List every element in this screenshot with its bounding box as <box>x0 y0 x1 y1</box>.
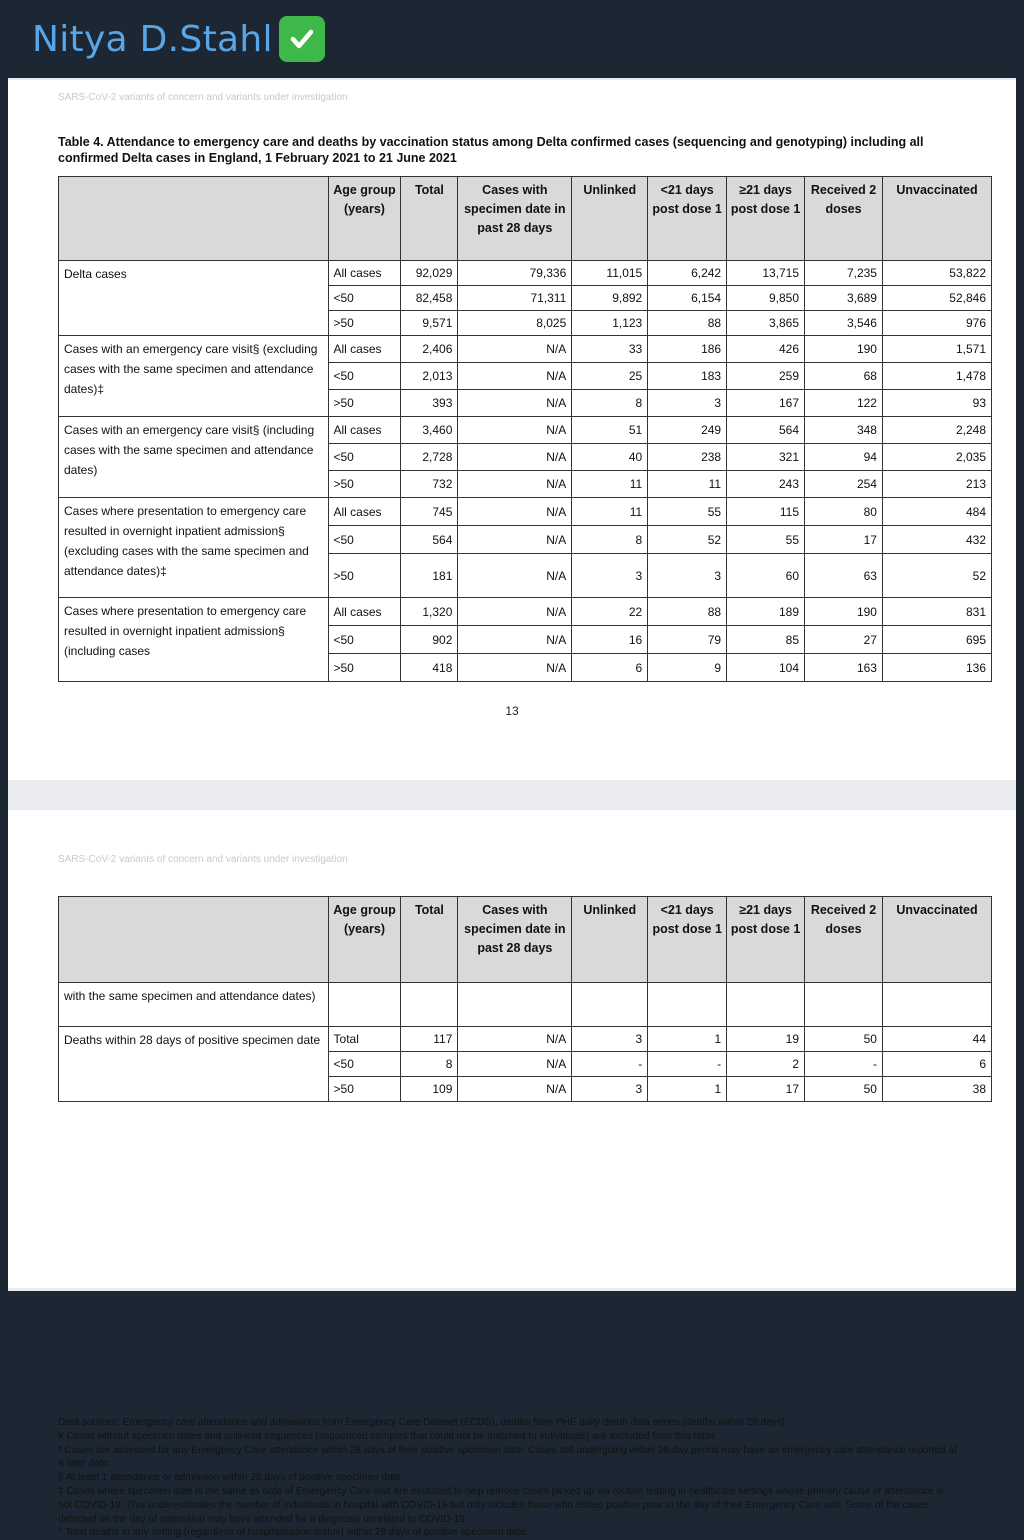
value-cell: N/A <box>458 1027 572 1052</box>
age-group-cell: Total <box>328 1027 401 1052</box>
value-cell: 3 <box>648 390 727 417</box>
value-cell: 189 <box>727 598 805 626</box>
value-cell: 3 <box>648 554 727 598</box>
account-name: Nitya D.Stahl <box>32 18 273 60</box>
header-age-group: Age group (years) <box>328 897 401 983</box>
header-unlinked: Unlinked <box>572 177 648 261</box>
value-cell: 52 <box>648 526 727 554</box>
age-group-cell: >50 <box>328 471 401 498</box>
value-cell: N/A <box>458 471 572 498</box>
value-cell: 831 <box>882 598 991 626</box>
header-lt21-days: <21 days post dose 1 <box>648 177 727 261</box>
value-cell: 183 <box>648 363 727 390</box>
value-cell: 53,822 <box>882 261 991 286</box>
table-row <box>59 1027 992 1052</box>
value-cell: 40 <box>572 444 648 471</box>
value-cell: 213 <box>882 471 991 498</box>
value-cell: 564 <box>727 417 805 444</box>
value-cell: 63 <box>805 554 883 598</box>
value-cell: 109 <box>401 1077 458 1102</box>
value-cell: N/A <box>458 1052 572 1077</box>
value-cell: N/A <box>458 390 572 417</box>
value-cell: 94 <box>805 444 883 471</box>
document-page-14 <box>8 810 1016 1539</box>
value-cell: 3,865 <box>727 311 805 336</box>
value-cell: 1,320 <box>401 598 458 626</box>
value-cell: N/A <box>458 336 572 363</box>
value-cell: N/A <box>458 1077 572 1102</box>
value-cell: 2 <box>727 1052 805 1077</box>
value-cell: 60 <box>727 554 805 598</box>
header-lt21-days: <21 days post dose 1 <box>648 897 727 983</box>
value-cell: 190 <box>805 598 883 626</box>
value-cell: 33 <box>572 336 648 363</box>
age-group-cell: <50 <box>328 1052 401 1077</box>
value-cell: 55 <box>648 498 727 526</box>
value-cell: N/A <box>458 417 572 444</box>
value-cell: 11 <box>648 471 727 498</box>
value-cell: 393 <box>401 390 458 417</box>
header-age-group: Age group (years) <box>328 177 401 261</box>
age-group-cell: <50 <box>328 363 401 390</box>
header-unvaccinated: Unvaccinated <box>882 897 991 983</box>
value-cell: 19 <box>727 1027 805 1052</box>
value-cell: 2,035 <box>882 444 991 471</box>
value-cell: 238 <box>648 444 727 471</box>
value-cell: 9,571 <box>401 311 458 336</box>
value-cell: 17 <box>805 526 883 554</box>
value-cell: 1 <box>648 1077 727 1102</box>
age-group-cell: <50 <box>328 626 401 654</box>
value-cell: 190 <box>805 336 883 363</box>
value-cell: 8,025 <box>458 311 572 336</box>
value-cell: 9,850 <box>727 286 805 311</box>
value-cell: 79,336 <box>458 261 572 286</box>
age-group-cell: >50 <box>328 654 401 682</box>
value-cell: 2,013 <box>401 363 458 390</box>
value-cell: 1 <box>648 1027 727 1052</box>
row-label: Cases where presentation to emergency care resulted in overnight inpatient admission§ (excluding cases with the same specimen and attendance dates)‡ <box>59 498 329 598</box>
value-cell: N/A <box>458 526 572 554</box>
value-cell: 85 <box>727 626 805 654</box>
age-group-cell: All cases <box>328 336 401 363</box>
value-cell: 243 <box>727 471 805 498</box>
value-cell: 2,728 <box>401 444 458 471</box>
header-unvaccinated: Unvaccinated <box>882 177 991 261</box>
age-group-cell: All cases <box>328 417 401 444</box>
age-group-cell: >50 <box>328 554 401 598</box>
value-cell: 71,311 <box>458 286 572 311</box>
value-cell: - <box>805 1052 883 1077</box>
footnote: ‡ Cases where specimen date is the same as date of Emergency Care visit are excluded to help remove cases picked up via routine testing in healthcare settings whose primary cause of attendance is not COVID-19. This underestimates the number of individuals in hospital with COVID-19 but only includes those who tested positive prior to the day of their Emergency Care visit. Some of the cases detected on the day of admission may have attended for a diagnosis unrelated to COVID-19. <box>58 1485 944 1525</box>
value-cell: 418 <box>401 654 458 682</box>
value-cell: 484 <box>882 498 991 526</box>
value-cell: 55 <box>727 526 805 554</box>
value-cell: N/A <box>458 498 572 526</box>
row-label: with the same specimen and attendance dates) <box>59 983 329 1027</box>
footnote: ¥ Cases without specimen dates and unlinked sequences (sequenced samples that could not be matched to individuals) are excluded from this table. <box>58 1430 718 1442</box>
footnotes <box>58 1416 958 1540</box>
value-cell: 22 <box>572 598 648 626</box>
value-cell: 11 <box>572 498 648 526</box>
table-row <box>59 498 992 526</box>
age-group-cell: <50 <box>328 444 401 471</box>
value-cell: 186 <box>648 336 727 363</box>
value-cell: 27 <box>805 626 883 654</box>
header-cases-28-days: Cases with specimen date in past 28 days <box>458 897 572 983</box>
value-cell: 8 <box>572 526 648 554</box>
value-cell: 52,846 <box>882 286 991 311</box>
age-group-cell: >50 <box>328 1077 401 1102</box>
header-ge21-days: ≥21 days post dose 1 <box>727 177 805 261</box>
table-row <box>59 261 992 286</box>
header-received-2-doses: Received 2 doses <box>805 897 883 983</box>
value-cell: 432 <box>882 526 991 554</box>
value-cell: 7,235 <box>805 261 883 286</box>
table-row <box>59 417 992 444</box>
row-label: Delta cases <box>59 261 329 336</box>
check-mark-icon <box>279 16 325 62</box>
value-cell: 348 <box>805 417 883 444</box>
value-cell: 426 <box>727 336 805 363</box>
row-label: Cases where presentation to emergency care resulted in overnight inpatient admission§ (including cases <box>59 598 329 682</box>
page-number: 13 <box>505 704 519 718</box>
value-cell: 695 <box>882 626 991 654</box>
value-cell: 3 <box>572 1027 648 1052</box>
value-cell: 181 <box>401 554 458 598</box>
header-received-2-doses: Received 2 doses <box>805 177 883 261</box>
footnote: § At least 1 attendance or admission within 28 days of positive specimen date <box>58 1472 401 1484</box>
value-cell: N/A <box>458 654 572 682</box>
value-cell: 88 <box>648 598 727 626</box>
value-cell: 88 <box>648 311 727 336</box>
footnote: Data sources: Emergency care attendance and admissions from Emergency Care Dataset (ECDS), deaths from PHE daily death data series (deaths within 28 days) <box>58 1417 786 1428</box>
value-cell: 3 <box>572 1077 648 1102</box>
value-cell: 976 <box>882 311 991 336</box>
age-group-cell: All cases <box>328 598 401 626</box>
value-cell: 11 <box>572 471 648 498</box>
value-cell: 50 <box>805 1077 883 1102</box>
row-label: Cases with an emergency care visit§ (including cases with the same specimen and attendance dates) <box>59 417 329 498</box>
footnote: ^ Total deaths in any setting (regardless of hospitalisation status) within 28 days of positive specimen date. <box>58 1527 529 1539</box>
table-header-row <box>59 897 992 983</box>
value-cell: 136 <box>882 654 991 682</box>
value-cell: N/A <box>458 598 572 626</box>
value-cell: 79 <box>648 626 727 654</box>
value-cell: 44 <box>882 1027 991 1052</box>
age-group-cell: <50 <box>328 286 401 311</box>
value-cell: 92,029 <box>401 261 458 286</box>
value-cell: 117 <box>401 1027 458 1052</box>
table-caption: Table 4. Attendance to emergency care and deaths by vaccination status among Delta confirmed cases (sequencing and genotyping) including all confirmed Delta cases in England, 1 February 2021 to 21 June 2021 <box>58 135 924 165</box>
value-cell: 104 <box>727 654 805 682</box>
value-cell: 745 <box>401 498 458 526</box>
running-head: SARS-CoV-2 variants of concern and variants under investigation <box>58 92 348 103</box>
document-page-13 <box>8 80 1016 780</box>
table-row <box>59 336 992 363</box>
value-cell: 1,478 <box>882 363 991 390</box>
attendance-table <box>58 176 992 682</box>
value-cell: 8 <box>572 390 648 417</box>
header-unlinked: Unlinked <box>572 897 648 983</box>
value-cell: 17 <box>727 1077 805 1102</box>
value-cell: 13,715 <box>727 261 805 286</box>
value-cell: 3,546 <box>805 311 883 336</box>
value-cell: 122 <box>805 390 883 417</box>
header-cases-28-days: Cases with specimen date in past 28 days <box>458 177 572 261</box>
value-cell: 249 <box>648 417 727 444</box>
value-cell: 25 <box>572 363 648 390</box>
value-cell: 8 <box>401 1052 458 1077</box>
value-cell: 3 <box>572 554 648 598</box>
value-cell: N/A <box>458 554 572 598</box>
age-group-cell: All cases <box>328 261 401 286</box>
value-cell: - <box>648 1052 727 1077</box>
value-cell: 6,154 <box>648 286 727 311</box>
value-cell: 115 <box>727 498 805 526</box>
footnote: * Cases are assessed for any Emergency Care attendance within 28 days of their positive specimen date. Cases still undergoing within 28-day period may have an emergency care attendance reported at a later date. <box>58 1444 957 1470</box>
age-group-cell: >50 <box>328 311 401 336</box>
value-cell: 259 <box>727 363 805 390</box>
value-cell: 9 <box>648 654 727 682</box>
header-total: Total <box>401 897 458 983</box>
title-bar <box>0 0 1024 78</box>
value-cell: 80 <box>805 498 883 526</box>
value-cell: 6 <box>572 654 648 682</box>
value-cell: 3,689 <box>805 286 883 311</box>
running-head: SARS-CoV-2 variants of concern and variants under investigation <box>58 854 348 865</box>
value-cell: 2,406 <box>401 336 458 363</box>
table-row <box>59 598 992 626</box>
value-cell: 902 <box>401 626 458 654</box>
value-cell: 254 <box>805 471 883 498</box>
value-cell: 93 <box>882 390 991 417</box>
value-cell: 38 <box>882 1077 991 1102</box>
value-cell: N/A <box>458 363 572 390</box>
header-total: Total <box>401 177 458 261</box>
header-blank <box>59 897 329 983</box>
value-cell: 6,242 <box>648 261 727 286</box>
value-cell: 732 <box>401 471 458 498</box>
value-cell: 9,892 <box>572 286 648 311</box>
row-label: Deaths within 28 days of positive specimen date <box>59 1027 329 1102</box>
table-header-row <box>59 177 992 261</box>
value-cell: 16 <box>572 626 648 654</box>
value-cell: 3,460 <box>401 417 458 444</box>
header-ge21-days: ≥21 days post dose 1 <box>727 897 805 983</box>
header-blank <box>59 177 329 261</box>
value-cell: 51 <box>572 417 648 444</box>
row-label: Cases with an emergency care visit§ (excluding cases with the same specimen and attendance dates)‡ <box>59 336 329 417</box>
value-cell: 564 <box>401 526 458 554</box>
value-cell: 1,123 <box>572 311 648 336</box>
value-cell: - <box>572 1052 648 1077</box>
value-cell: 68 <box>805 363 883 390</box>
value-cell: 1,571 <box>882 336 991 363</box>
age-group-cell: <50 <box>328 526 401 554</box>
age-group-cell: All cases <box>328 498 401 526</box>
value-cell: 2,248 <box>882 417 991 444</box>
value-cell: 167 <box>727 390 805 417</box>
value-cell: 52 <box>882 554 991 598</box>
age-group-cell: >50 <box>328 390 401 417</box>
value-cell: N/A <box>458 444 572 471</box>
value-cell: 163 <box>805 654 883 682</box>
value-cell: 6 <box>882 1052 991 1077</box>
table-row <box>59 983 992 1027</box>
value-cell: 321 <box>727 444 805 471</box>
value-cell: 50 <box>805 1027 883 1052</box>
value-cell: 11,015 <box>572 261 648 286</box>
value-cell: N/A <box>458 626 572 654</box>
value-cell: 82,458 <box>401 286 458 311</box>
attendance-table-continued <box>58 896 992 1102</box>
